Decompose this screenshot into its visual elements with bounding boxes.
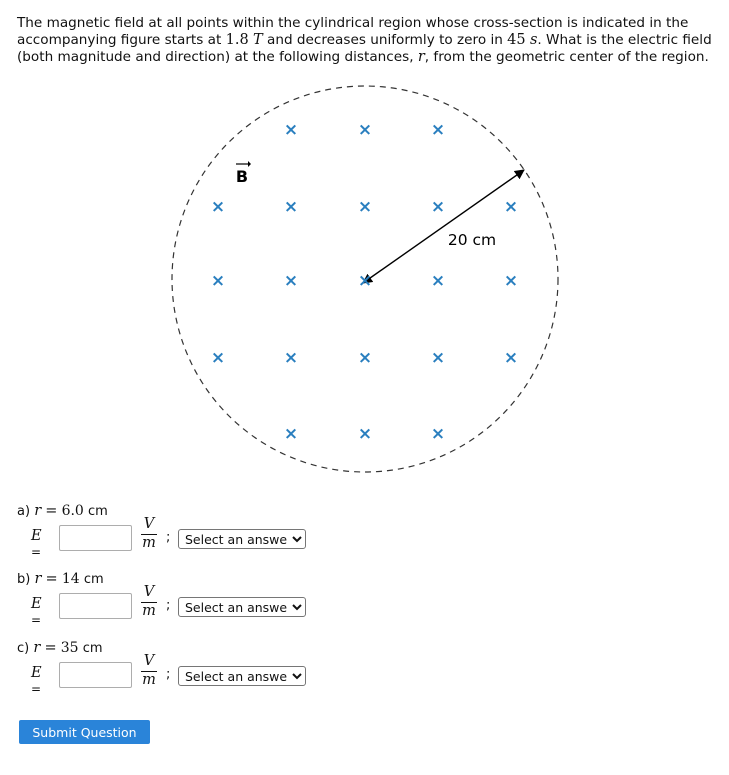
r-symbol: r xyxy=(417,49,425,65)
field-into-page-marker: × xyxy=(357,120,373,140)
field-into-page-marker: × xyxy=(283,348,299,368)
part-a-direction-select[interactable] xyxy=(178,529,306,549)
field-into-page-marker: × xyxy=(430,348,446,368)
field-vector-arrowhead xyxy=(248,161,251,167)
part-c-label: c) r = 35 cm xyxy=(17,640,103,656)
part-a-answer-input[interactable] xyxy=(59,525,132,551)
field-markers xyxy=(211,120,518,444)
field-into-page-marker: × xyxy=(357,348,373,368)
field-into-page-marker: × xyxy=(210,271,226,291)
field-into-page-marker: × xyxy=(503,271,519,291)
part-b-e-label: E = xyxy=(31,596,42,627)
part-a-separator: ; xyxy=(166,530,171,545)
field-into-page-marker: × xyxy=(357,424,373,444)
part-a-label: a) r = 6.0 cm xyxy=(17,503,108,519)
field-into-page-marker: × xyxy=(430,197,446,217)
field-into-page-marker: × xyxy=(430,271,446,291)
field-value: 1.8 xyxy=(225,32,249,48)
part-c-e-label: E = xyxy=(31,665,42,696)
magnetic-field-figure xyxy=(160,80,570,480)
field-into-page-marker: × xyxy=(503,197,519,217)
part-c-answer-input[interactable] xyxy=(59,662,132,688)
problem-text-2: and decreases uniformly to zero in xyxy=(262,32,508,48)
part-b-unit: V m xyxy=(142,584,156,619)
field-into-page-marker: × xyxy=(283,424,299,444)
field-into-page-marker: × xyxy=(430,120,446,140)
field-into-page-marker: × xyxy=(283,120,299,140)
problem-statement xyxy=(17,15,717,66)
radius-arrow xyxy=(363,170,524,283)
problem-text-3: . What is the electric field (both magnitude and direction) at the following distances, xyxy=(17,32,712,65)
radius-label: 20 cm xyxy=(447,231,497,249)
part-a-e-label: E = xyxy=(31,528,42,559)
field-into-page-marker: × xyxy=(357,271,373,291)
time-value: 45 xyxy=(507,32,526,48)
part-c-separator: ; xyxy=(166,667,171,682)
field-label-B: B xyxy=(235,167,249,186)
part-a-unit: V m xyxy=(142,516,156,551)
field-unit: T xyxy=(253,32,263,48)
field-into-page-marker: × xyxy=(283,197,299,217)
part-b-label: b) r = 14 cm xyxy=(17,571,104,587)
field-into-page-marker: × xyxy=(503,348,519,368)
problem-text-4: , from the geometric center of the region. xyxy=(424,49,709,65)
part-b-direction-select[interactable] xyxy=(178,597,306,617)
submit-question-button[interactable]: Submit Question xyxy=(19,720,150,744)
field-into-page-marker: × xyxy=(357,197,373,217)
field-into-page-marker: × xyxy=(210,197,226,217)
part-b-answer-input[interactable] xyxy=(59,593,132,619)
part-c-direction-select[interactable] xyxy=(178,666,306,686)
field-into-page-marker: × xyxy=(430,424,446,444)
part-b-separator: ; xyxy=(166,598,171,613)
field-into-page-marker: × xyxy=(210,348,226,368)
time-unit: s xyxy=(529,32,538,48)
field-into-page-marker: × xyxy=(283,271,299,291)
part-c-unit: V m xyxy=(142,653,156,688)
problem-text-1: The magnetic field at all points within the cylindrical region whose cross-section is indicated in the accompanying figure starts at xyxy=(17,15,689,48)
